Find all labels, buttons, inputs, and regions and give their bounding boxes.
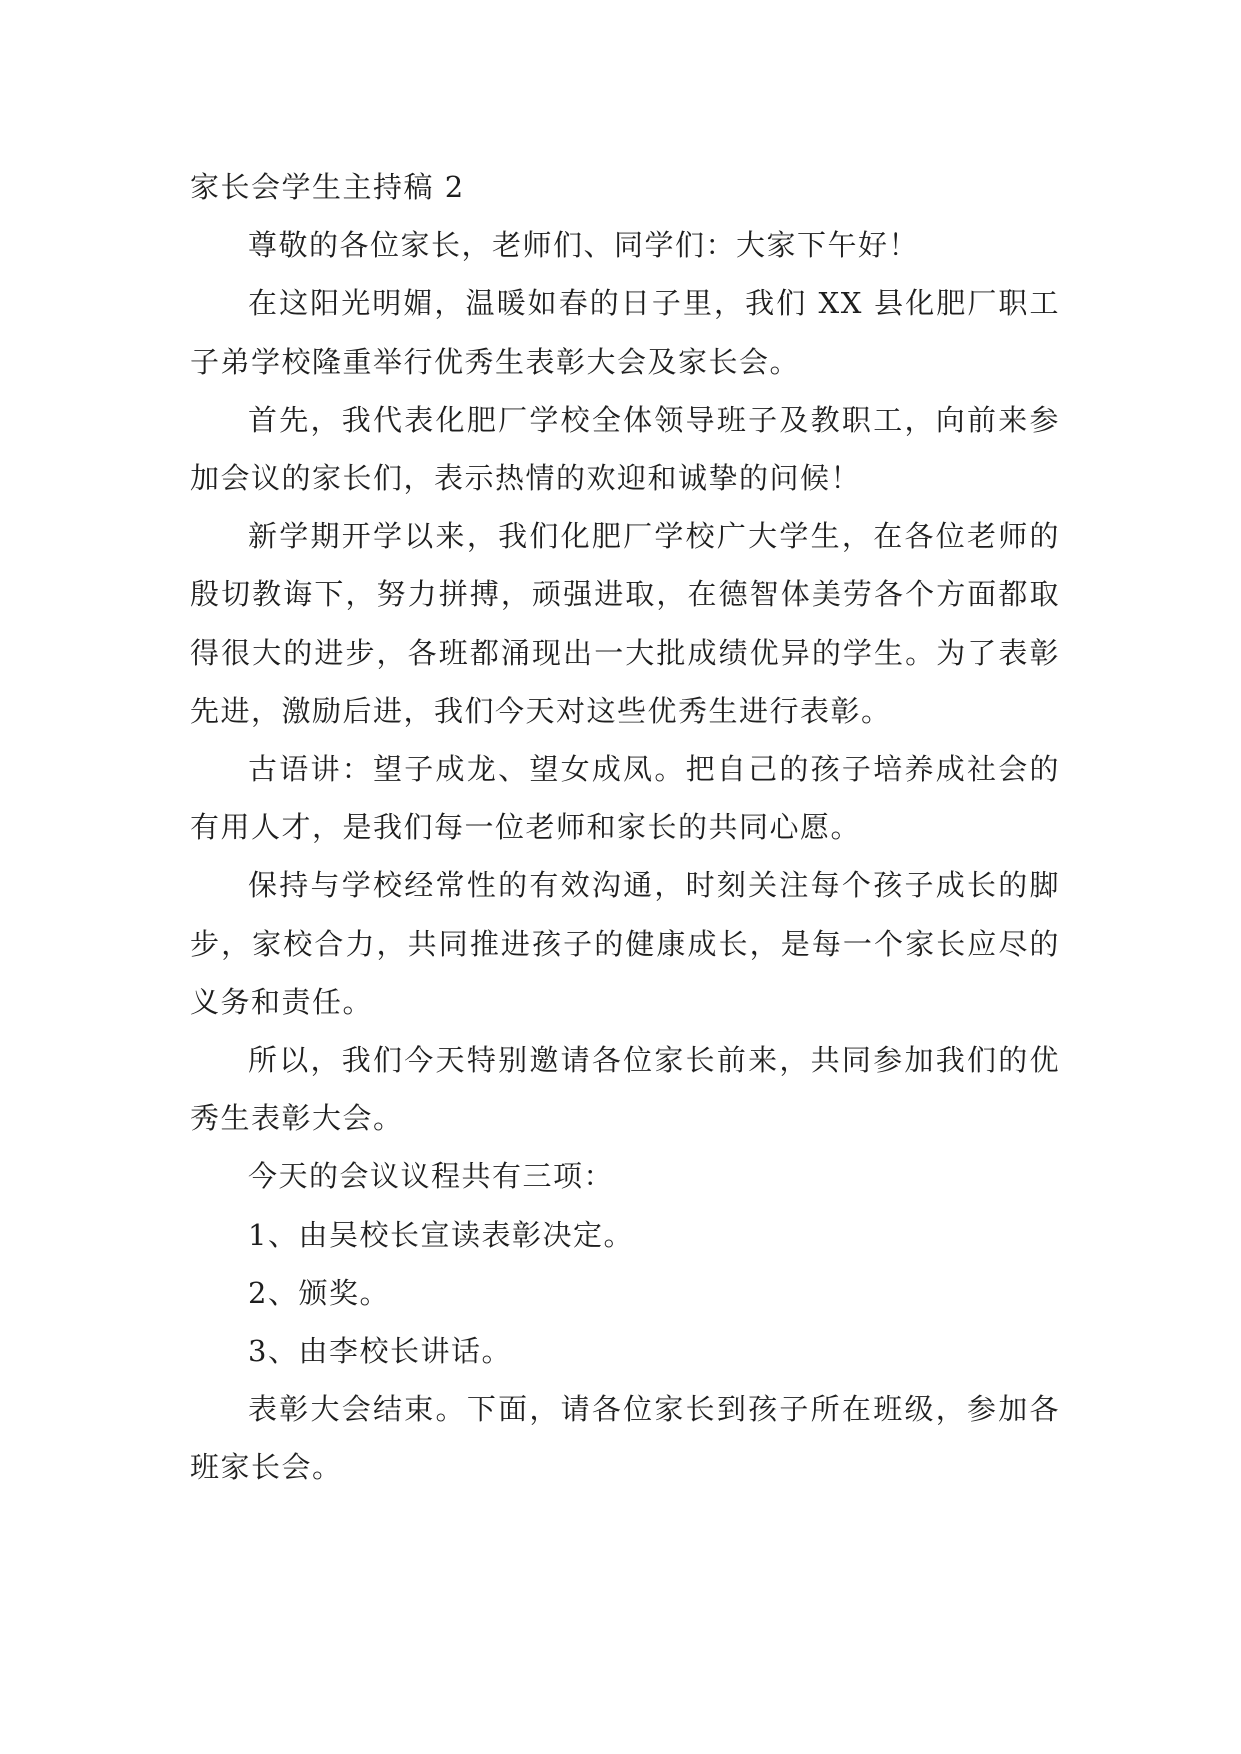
document-body bbox=[190, 158, 1060, 1497]
paragraph-greeting: 尊敬的各位家长，老师们、同学们：大家下午好！ bbox=[248, 228, 920, 263]
paragraph-proverb: 古语讲：望子成龙、望女成凤。把自己的孩子培养成社会的有用人才，是我们每一位老师和家长的共同心愿。 bbox=[190, 752, 1060, 845]
paragraph-agenda-intro: 今天的会议议程共有三项： bbox=[248, 1159, 615, 1194]
agenda-item-2: 2、颁奖。 bbox=[248, 1275, 390, 1310]
paragraph-welcome: 首先，我代表化肥厂学校全体领导班子及教职工，向前来参加会议的家长们，表示热情的欢迎和诚挚的问候！ bbox=[190, 402, 1060, 496]
paragraph-invitation: 所以，我们今天特别邀请各位家长前来，共同参加我们的优秀生表彰大会。 bbox=[190, 1043, 1060, 1136]
paragraph-occasion: 在这阳光明媚，温暖如春的日子里，我们 XX 县化肥厂职工子弟学校隆重举行优秀生表彰大会及家长会。 bbox=[190, 286, 1060, 379]
paragraph-progress: 新学期开学以来，我们化肥厂学校广大学生，在各位老师的殷切教诲下，努力拼搏，顽强进取，在德智体美劳各个方面都取得很大的进步，各班都涌现出一大批成绩优异的学生。为了表彰先进，激励后进，我们今天对这些优秀生进行表彰。 bbox=[190, 519, 1060, 728]
agenda-item-1: 1、由吴校长宣读表彰决定。 bbox=[248, 1217, 634, 1252]
paragraph-closing: 表彰大会结束。下面，请各位家长到孩子所在班级，参加各班家长会。 bbox=[190, 1392, 1060, 1485]
agenda-item-3: 3、由李校长讲话。 bbox=[248, 1334, 512, 1369]
paragraph-communication: 保持与学校经常性的有效沟通，时刻关注每个孩子成长的脚步，家校合力，共同推进孩子的健康成长，是每一个家长应尽的义务和责任。 bbox=[190, 868, 1060, 1019]
document-title: 家长会学生主持稿 2 bbox=[190, 170, 465, 204]
